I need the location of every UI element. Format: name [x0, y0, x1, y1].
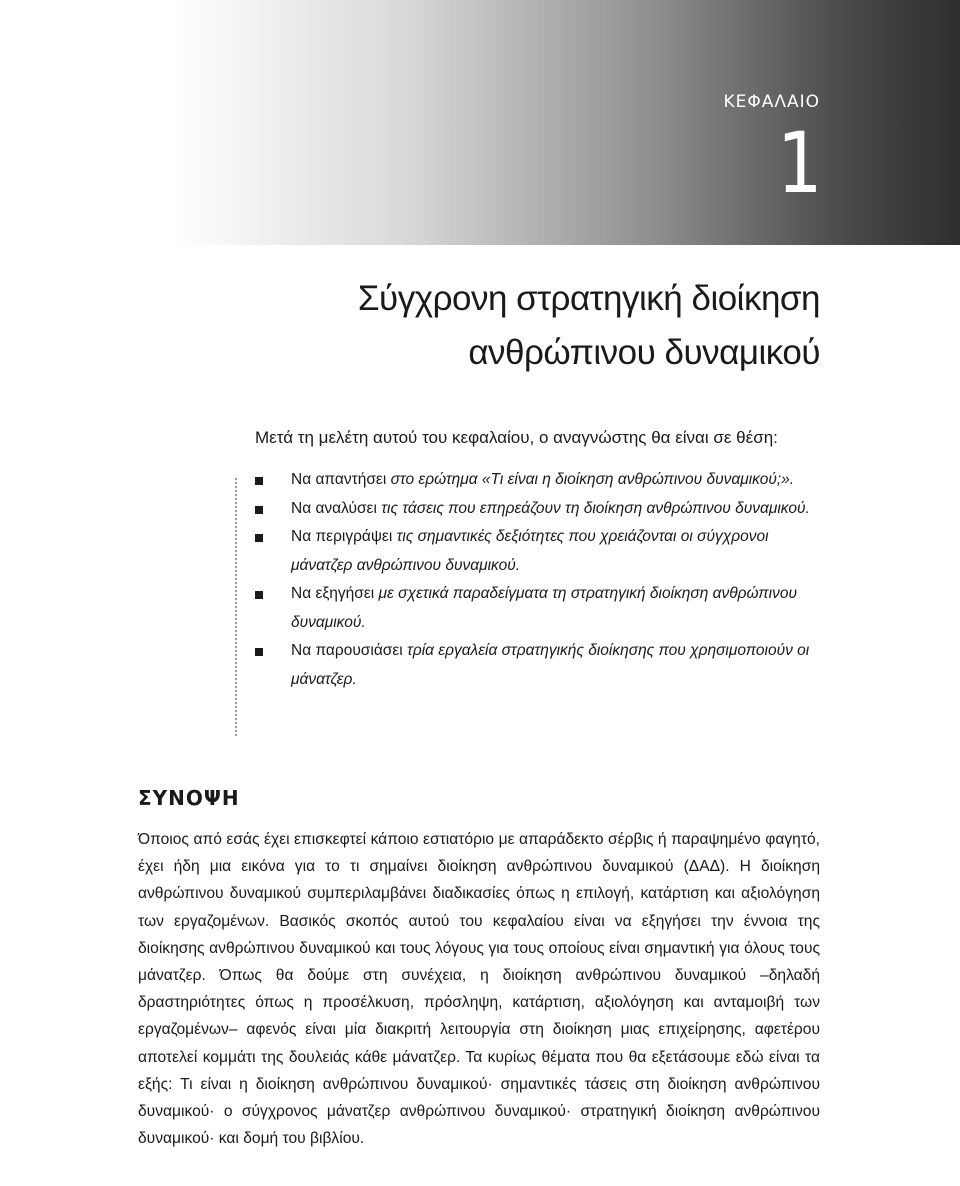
objective-text: στο ερώτημα «Τι είναι η διοίκηση ανθρώπινου δυναμικού;».: [390, 471, 795, 488]
dotted-rule: [235, 478, 237, 736]
objective-item: [255, 495, 817, 524]
objective-lead: Να παρουσιάσει: [291, 642, 408, 659]
square-bullet-icon: [255, 591, 263, 599]
chapter-number: 1: [776, 114, 822, 212]
objective-lead: Να απαντήσει: [291, 471, 391, 488]
objective-lead: Να εξηγήσει: [291, 585, 379, 602]
objective-text: τις τάσεις που επηρεάζουν τη διοίκηση ανθρώπινου δυναμικού.: [381, 499, 810, 517]
chapter-header-band: [0, 0, 960, 245]
objective-item: [255, 580, 817, 637]
summary-heading: ΣΥΝΟΨΗ: [138, 786, 240, 810]
objective-lead: Να αναλύσει: [291, 499, 382, 517]
objective-text: τρία εργαλεία στρατηγικής διοίκησης που χρησιμοποιούν οι μάνατζερ.: [291, 642, 810, 688]
objectives-intro: Μετά τη μελέτη αυτού του κεφαλαίου, ο αναγνώστης θα είναι σε θέση:: [255, 428, 778, 447]
chapter-title-line-2: ανθρώπινου δυναμικού: [468, 333, 820, 372]
objective-text: με σχετικά παραδείγματα τη στρατηγική διοίκηση ανθρώπινου δυναμικού.: [291, 585, 797, 631]
objective-text: τις σημαντικές δεξιότητες που χρειάζονται οι σύγχρονοι μάνατζερ ανθρώπινου δυναμικού.: [291, 528, 769, 574]
chapter-label: ΚΕΦΑΛΑΙΟ: [723, 92, 820, 112]
square-bullet-icon: [255, 506, 263, 514]
chapter-title: [180, 272, 820, 380]
square-bullet-icon: [255, 534, 263, 542]
objective-item: [255, 637, 817, 694]
objective-item: [255, 466, 817, 495]
square-bullet-icon: [255, 477, 263, 485]
chapter-title-line-1: Σύγχρονη στρατηγική διοίκηση: [357, 279, 820, 318]
square-bullet-icon: [255, 648, 263, 656]
objective-item: [255, 523, 817, 580]
objective-lead: Να περιγράψει: [291, 528, 397, 545]
objectives-list: [255, 466, 817, 694]
summary-paragraph: Όποιος από εσάς έχει επισκεφτεί κάποιο εστιατόριο με απαράδεκτο σέρβις ή παραψημένο φαγητό, έχει ήδη μια εικόνα για το τι σημαίνει διοίκηση ανθρώπινου δυναμικού (ΔΑΔ). Η διοίκηση ανθρώπινου δυναμικού συμπεριλαμβάνει διαδικασίες όπως η επιλογή, κατάρτιση και αξιολόγηση των εργαζομένων. Βασικός σκοπός αυτού του κεφαλαίου είναι να εξηγήσει την έννοια της διοίκησης ανθρώπινου δυναμικού και τους λόγους για τους οποίους είναι σημαντική για όλους τους μάνατζερ. Όπως θα δούμε στη συνέχεια, η διοίκηση ανθρώπινου δυναμικού –δηλαδή δραστηριότητες όπως η προσέλκυση, πρόσληψη, κατάρτιση, αξιολόγηση και ανταμοιβή των εργαζομένων– αφενός είναι μία διακριτή λειτουργία στη διοίκηση μιας επιχείρησης, αφετέρου αποτελεί κομμάτι της δουλειάς κάθε μάνατζερ. Τα κυρίως θέματα που θα εξετάσουμε εδώ είναι τα εξής: Τι είναι η διοίκηση ανθρώπινου δυναμικού· σημαντικές τάσεις στη διοίκηση ανθρώπινου δυναμικού· ο σύγχρονος μάνατζερ ανθρώπινου δυναμικού· στρατηγική διοίκηση ανθρώπινου δυναμικού· και δομή του βιβλίου.: [138, 831, 820, 1148]
